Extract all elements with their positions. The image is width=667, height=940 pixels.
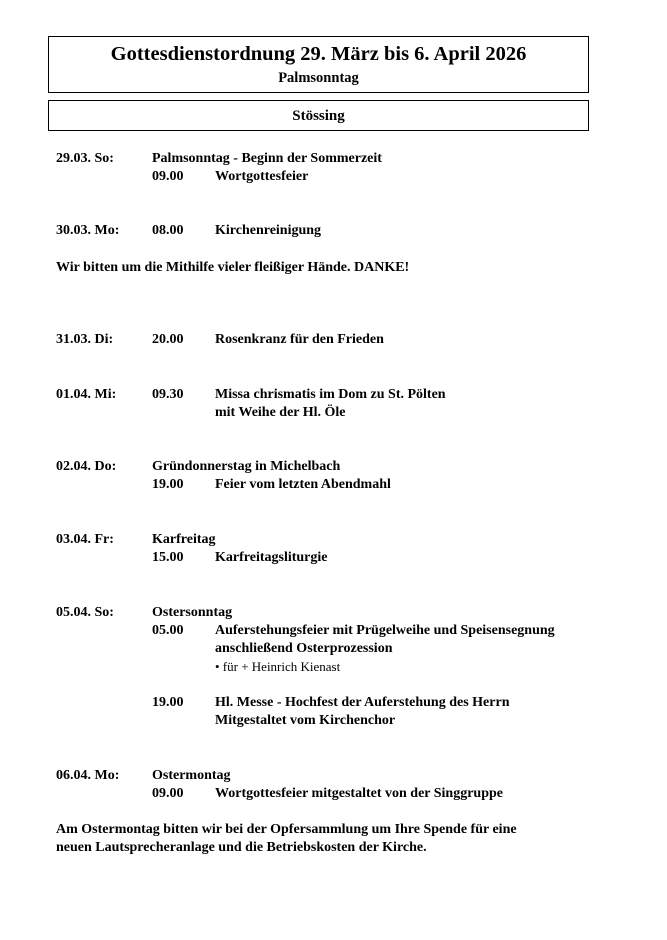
entry-date: 01.04. Mi: [56,387,117,402]
entry-text-line2: mit Weihe der Hl. Öle [215,405,346,420]
entry-date: 06.04. Mo: [56,768,120,783]
entry-time: 09.00 [152,786,184,801]
entry-time: 09.00 [152,169,184,184]
entry-time: 19.00 [152,477,184,492]
page-title: Gottesdienstordnung 29. März bis 6. April 2026 [110,43,527,65]
entry-text: Missa chrismatis im Dom zu St. Pölten [215,387,446,402]
entry-heading: Karfreitag [152,532,216,547]
page-subtitle: Palmsonntag [278,70,359,86]
entry-date: 02.04. Do: [56,459,117,474]
entry-heading: Palmsonntag - Beginn der Sommerzeit [152,151,382,166]
entry-heading: Ostermontag [152,768,231,783]
entry-date: 30.03. Mo: [56,223,120,238]
closing-line-2: neuen Lautsprecheranlage und die Betriebskosten der Kirche. [56,840,427,855]
title-box [48,36,589,93]
entry-date: 31.03. Di: [56,332,114,347]
entry-text: Rosenkranz für den Frieden [215,332,384,347]
entry-text-line2: anschließend Osterprozession [215,641,393,656]
location-heading: Stössing [292,108,345,124]
entry-text: Kirchenreinigung [215,223,322,238]
entry-time: 08.00 [152,223,184,238]
entry-heading: Gründonnerstag in Michelbach [152,459,341,474]
entry-text-line2: Mitgestaltet vom Kirchenchor [215,713,396,728]
entry-text: Karfreitagsliturgie [215,550,328,565]
entry-text: Wortgottesfeier [215,169,309,184]
entry-text: Auferstehungsfeier mit Prügelweihe und Speisensegnung [215,623,555,638]
entry-time: 15.00 [152,550,184,565]
entry-date: 29.03. So: [56,151,114,166]
closing-line-1: Am Ostermontag bitten wir bei der Opfersammlung um Ihre Spende für eine [56,822,517,837]
entry-date: 05.04. So: [56,605,114,620]
entry-text: Hl. Messe - Hochfest der Auferstehung des Herrn [215,695,510,710]
entry-date: 03.04. Fr: [56,532,114,547]
intention-note: • für + Heinrich Kienast [215,659,341,674]
entry-time: 19.00 [152,695,184,710]
entry-time: 09.30 [152,387,184,402]
entry-text: Wortgottesfeier mitgestaltet von der Singgruppe [215,786,503,801]
location-box [48,100,589,131]
cleaning-notice: Wir bitten um die Mithilfe vieler fleißiger Hände. DANKE! [56,260,410,275]
entry-heading: Ostersonntag [152,605,233,620]
entry-time: 20.00 [152,332,184,347]
entry-time: 05.00 [152,623,184,638]
entry-text: Feier vom letzten Abendmahl [215,477,391,492]
